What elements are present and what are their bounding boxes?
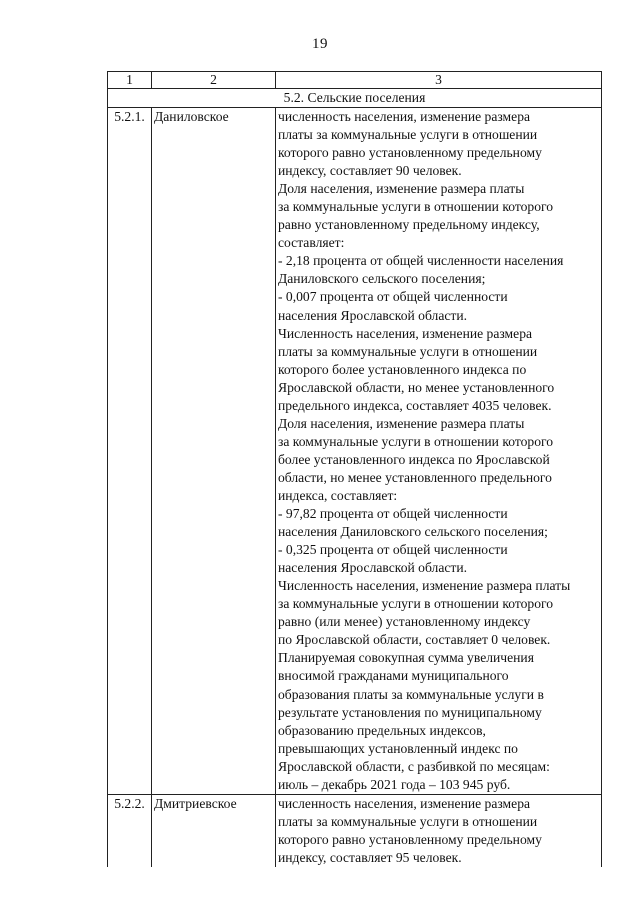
text-line: населения Даниловского сельского поселения; [278,524,548,540]
text-line: Планируемая совокупная сумма увеличения [278,650,534,666]
text-line: индексу, составляет 95 человек. [278,849,462,865]
section-title: 5.2. Сельские поселения [108,89,602,108]
text-line: индекса, составляет: [278,487,398,503]
column-number-1: 1 [108,72,152,89]
text-line: за коммунальные услуги в отношении которого [278,596,554,612]
text-line: равно установленному предельному индексу, [278,217,540,233]
text-line: образования платы за коммунальные услуги в [278,686,544,702]
text-line: численность населения, изменение размера [278,795,531,811]
table-row [108,794,602,867]
text-line: равно (или менее) установленному индексу [278,614,531,630]
text-line: вносимой гражданами муниципального [278,668,509,684]
settlement-name: Дмитриевское [152,794,276,867]
text-line: образованию предельных индексов, [278,722,486,738]
text-line: индексу, составляет 90 человек. [278,163,462,179]
text-line: Даниловского сельского поселения; [278,271,486,287]
text-line: - 0,007 процента от общей численности [278,289,508,305]
text-line: которого равно установленному предельному [278,831,542,847]
text-line: предельного индекса, составляет 4035 человек. [278,397,552,413]
row-description [276,108,602,795]
section-header-row [108,89,602,108]
page-number: 19 [312,36,328,52]
text-line: платы за коммунальные услуги в отношении [278,343,538,359]
text-line: июль – декабрь 2021 года – 103 945 руб. [278,776,511,792]
text-line: составляет: [278,235,345,251]
row-number: 5.2.1. [108,108,152,795]
text-line: платы за коммунальные услуги в отношении [278,813,538,829]
text-line: результате установления по муниципальному [278,704,542,720]
text-line: населения Ярославской области. [278,560,468,576]
text-line: Ярославской области, но менее установленного [278,379,555,395]
column-number-row [108,72,602,89]
text-line: численность населения, изменение размера [278,109,531,124]
text-line: Численность населения, изменение размера платы [278,578,571,594]
row-number: 5.2.2. [108,794,152,867]
settlement-name: Даниловское [152,108,276,795]
text-line: - 2,18 процента от общей численности населения [278,253,564,269]
text-line: - 97,82 процента от общей численности [278,506,508,522]
text-line: Доля населения, изменение размера платы [278,181,525,197]
text-line: платы за коммунальные услуги в отношении [278,127,538,143]
document-table [107,71,602,867]
text-line: Доля населения, изменение размера платы [278,415,525,431]
row-description [276,794,602,867]
text-line: более установленного индекса по Ярославской [278,451,550,467]
text-line: - 0,325 процента от общей численности [278,542,508,558]
column-number-2: 2 [152,72,276,89]
text-line: Ярославской области, с разбивкой по месяцам: [278,758,550,774]
text-line: превышающих установленный индекс по [278,740,518,756]
text-line: области, но менее установленного предельного [278,469,552,485]
column-number-3: 3 [276,72,602,89]
text-line: за коммунальные услуги в отношении которого [278,433,554,449]
table-row [108,108,602,795]
text-line: за коммунальные услуги в отношении которого [278,199,554,215]
text-line: по Ярославской области, составляет 0 человек. [278,632,551,648]
text-line: которого более установленного индекса по [278,361,527,377]
text-line: которого равно установленному предельному [278,145,542,161]
text-line: населения Ярославской области. [278,307,468,323]
text-line: Численность населения, изменение размера [278,325,533,341]
